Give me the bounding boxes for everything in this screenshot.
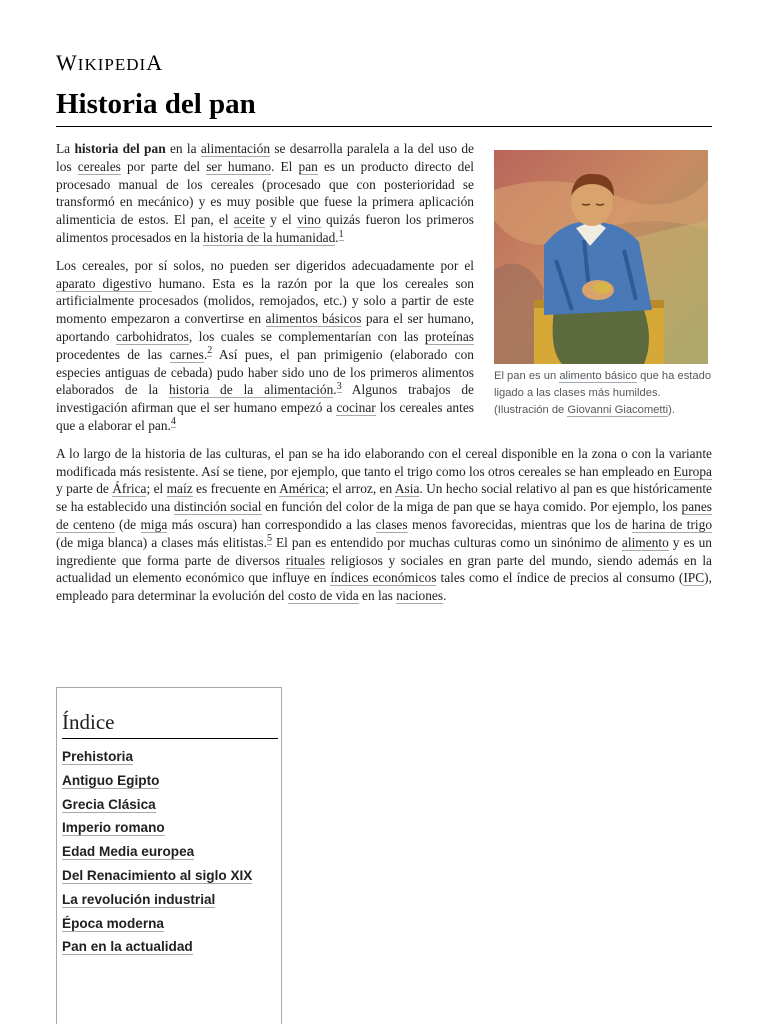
article-link[interactable]: historia de la alimentación [168,382,334,398]
text-run: . [333,382,337,398]
text-run: (de [114,516,141,532]
article-link[interactable]: alimentos básicos [265,311,362,327]
painting-bread-eater-icon[interactable] [494,150,708,364]
article-link[interactable]: Asia [394,481,420,497]
article-body [56,140,712,615]
article-link[interactable]: maíz [166,481,193,497]
toc-item-label: Pan en la actualidad [62,939,193,955]
toc-item-label: Prehistoria [62,749,134,764]
text-run: en las [358,588,397,604]
text-run: religiosos y sociales en gran parte del mundo, siendo además en la actualidad un elemento económico que influye en [56,552,713,586]
toc-item-label: Grecia Clásica [62,796,156,812]
reference-link[interactable]: 1 [338,228,344,240]
text-run: quizás fueron los primeros alimentos procesados en la [56,212,474,245]
page-title: Historia del pan [56,88,256,120]
article-figure [492,150,712,419]
article-link[interactable]: vino [296,212,321,228]
text-run: ; el [146,481,167,497]
text-run: El pan es un [494,370,560,382]
text-run: en la [165,141,201,156]
text-run: . Un hecho social relativo al pan es que históricamente se ha establecido una [56,481,713,515]
text-run: . El [271,158,299,174]
article-link[interactable]: ser humano [206,158,272,174]
wikipedia-logo[interactable] [56,50,163,76]
figure-caption [494,368,712,419]
text-run: y es un ingrediente que forma parte de diversos [56,534,712,568]
article-link[interactable]: cereales [77,158,121,174]
article-link[interactable]: carnes [169,346,204,362]
toc-title: Índice [62,710,278,739]
article-link[interactable]: proteínas [424,328,474,344]
toc-item[interactable] [62,816,276,840]
paragraph [56,445,712,605]
toc-list [62,745,276,959]
text-run: . [335,229,339,245]
article-link[interactable]: alimento básico [559,370,638,382]
toc-item-label: Antiguo Egipto [62,772,160,788]
toc-item[interactable] [62,888,276,912]
toc-item[interactable] [62,793,276,817]
text-run: y parte de [56,481,113,497]
article-link[interactable]: IPC [683,570,705,586]
text-run: (de miga blanca) a clases más elitistas. [56,534,267,550]
article-link[interactable]: alimentación [200,141,271,156]
article-link[interactable]: historia de la humanidad [203,229,336,245]
article-link[interactable]: panes de centeno [56,499,712,532]
article-link[interactable]: pan [298,158,318,174]
table-of-contents [56,687,282,1024]
text-run: más oscura) han correspondido a las [167,516,376,532]
text-run: Así pues, el pan primigenio (elaborado con especies antiguas de cebada) pudo haber sido uno de los primeros alimentos elaborados de la [56,346,474,398]
toc-item-label: Época moderna [62,915,164,931]
article-link[interactable]: América [279,481,326,497]
text-run: Los cereales, por sí solos, no pueden ser digeridos adecuadamente por el [56,257,474,273]
toc-item[interactable] [62,840,276,864]
article-link[interactable]: alimento [621,534,669,550]
text-run: ). [668,404,675,416]
wikipedia-wordmark: WIKIPEDIA [56,50,164,75]
article-link[interactable]: harina de trigo [631,516,713,532]
reference-link[interactable]: 4 [170,416,176,428]
reference-link[interactable]: 2 [207,345,213,357]
text-run: es un producto directo del procesado manual de los cereales (procesado que con posterioridad se transformó en mecánico) y es muy posible que fuese la primera aplicación alimenticia de estos. El pan, el [56,158,474,228]
article-link[interactable]: aceite [233,212,265,228]
article-link[interactable]: aparato digestivo [56,275,152,291]
article-link[interactable]: miga [140,516,168,532]
text-run: . [203,346,208,362]
toc-item[interactable] [62,864,276,888]
text-run: para el ser humano, aportando [56,311,474,344]
text-run: El pan es entendido por muchas culturas como un sinónimo de [272,534,622,550]
article-link[interactable]: Giovanni Giacometti [567,404,669,416]
title-divider [56,126,712,127]
bold-term: historia del pan [74,141,166,156]
reference-link[interactable]: 5 [267,533,272,545]
toc-item[interactable] [62,912,276,936]
toc-item-label: La revolución industrial [62,891,216,907]
text-run: en función del color de la miga de pan que se haya comido. Por ejemplo, los [261,499,682,515]
text-run: Algunos trabajos de investigación afirman que el ser humano empezó a [56,382,475,416]
text-run: , los cuales se complementarían con las [188,328,425,344]
article-link[interactable]: distinción social [173,499,262,515]
reference-link[interactable]: 3 [336,380,342,392]
article-link[interactable]: naciones [396,588,444,604]
article-link[interactable]: rituales [285,552,326,568]
article-link[interactable]: carbohidratos [116,328,189,344]
text-run: . [443,588,447,604]
article-link[interactable]: clases [375,516,408,532]
toc-item[interactable] [62,745,276,769]
article-link[interactable]: índices económicos [330,570,437,586]
article-link[interactable]: cocinar [336,400,376,416]
text-run: es frecuente en [192,481,280,497]
toc-item-label: Imperio romano [62,820,165,836]
text-run: humano. Esta es la razón por la que los cereales son artificialmente procesados (molidos, remojados, etc.) y solo a partir de este momento empezaron a convertirse en [56,275,474,327]
toc-item-label: Edad Media europea [62,844,195,860]
text-run: procedentes de las [56,346,170,362]
text-run: A lo largo de la historia de las culturas, el pan se ha ido elaborando con el cereal disponible en la zona o con la variante modificada más resistente. Así se tiene, por ejemplo, que tanto el trigo como los otros cereales se han empleado en [56,445,712,479]
text-run: ), empleado para determinar la evolución del [56,570,712,604]
toc-item-label: Del Renacimiento al siglo XIX [62,867,253,883]
toc-item[interactable] [62,769,276,793]
article-link[interactable]: costo de vida [288,588,359,604]
text-run: los cereales antes que a elaborar el pan. [56,400,474,433]
article-link[interactable]: África [112,481,147,497]
toc-item[interactable] [62,935,276,959]
text-run: menos favorecidas, mientras que los de [407,516,632,532]
text-run: tales como el índice de precios al consumo ( [436,570,684,586]
text-run: por parte del [120,158,207,174]
text-run: La [56,141,75,156]
text-run: que ha estado ligado a las clases más humildes. (Ilustración de [494,370,712,416]
text-run: se desarrolla paralela a la del uso de los [56,141,474,174]
article-link[interactable]: Europa [673,463,712,479]
text-run: y el [264,212,297,228]
text-run: ; el arroz, en [325,481,395,497]
